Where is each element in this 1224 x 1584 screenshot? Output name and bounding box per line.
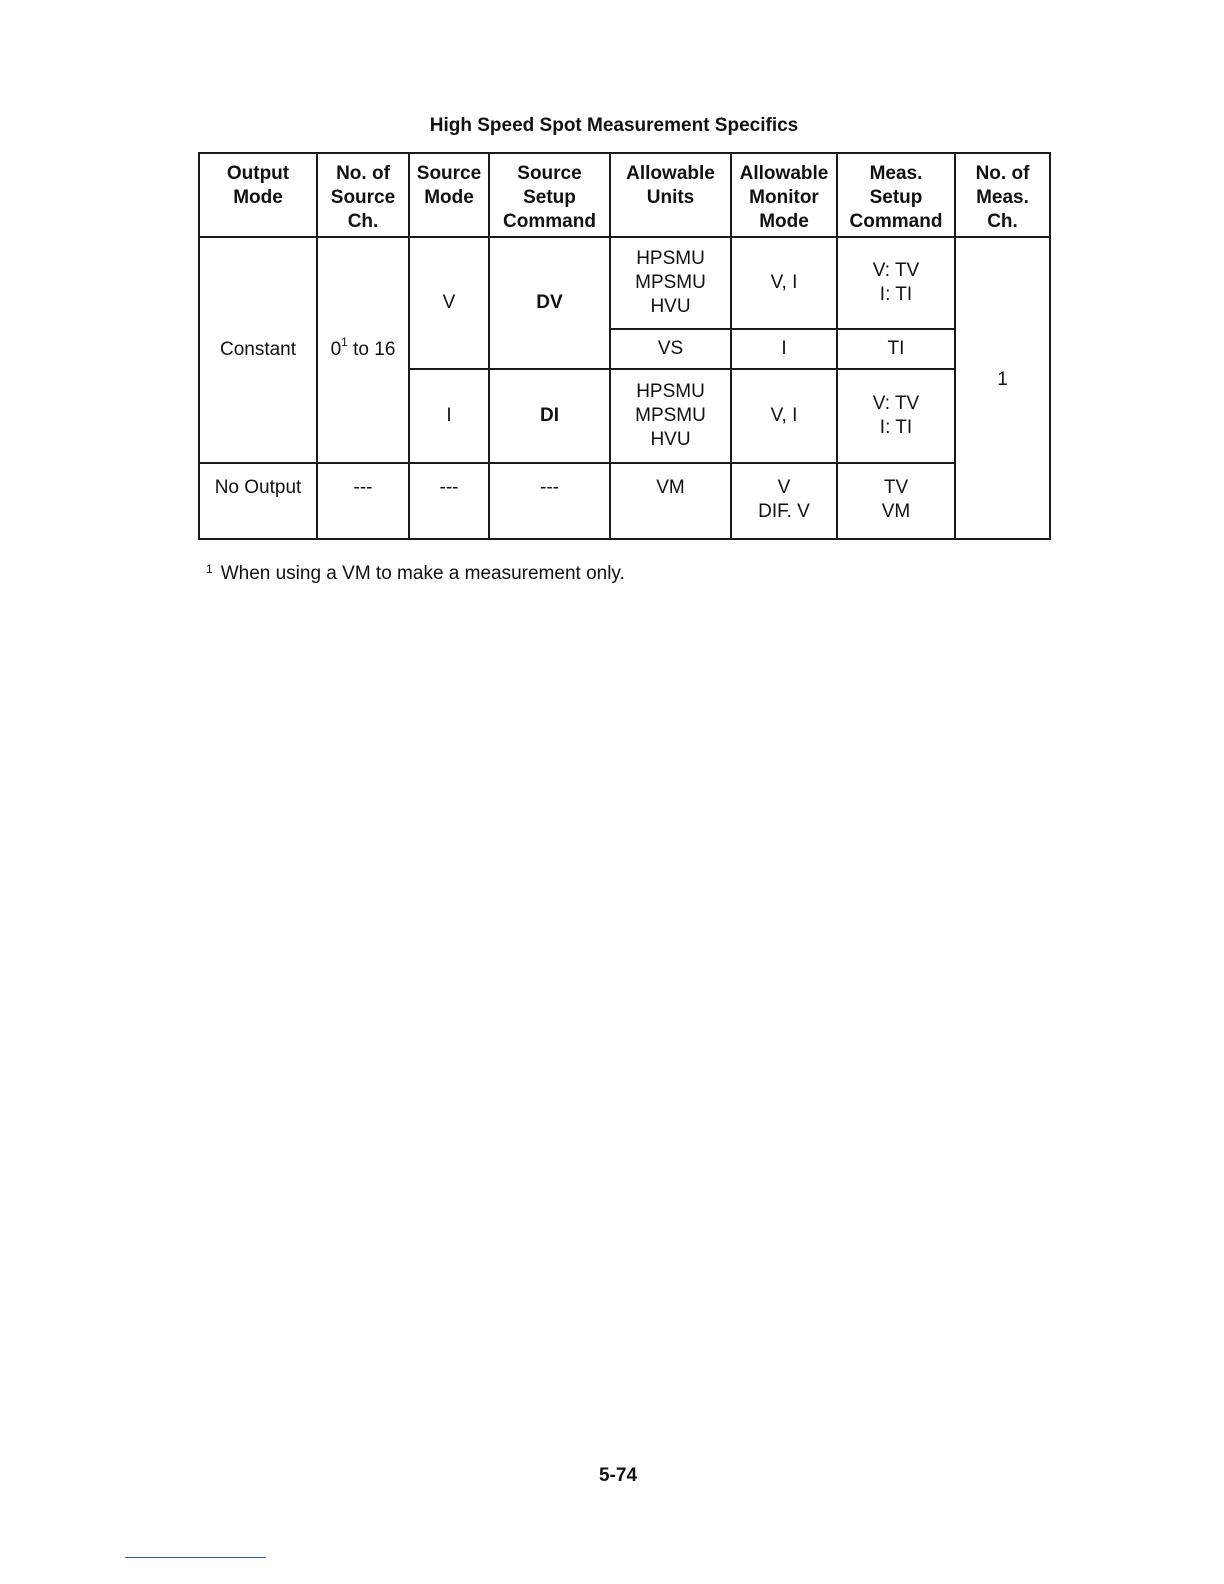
no-output-setup-command: ---: [489, 463, 610, 539]
bottom-rule: [125, 1557, 266, 1558]
output-mode-no-output: No Output: [199, 463, 317, 539]
meas-setup-i: V: TV I: TI: [837, 369, 955, 463]
source-ch-range: $0^1$ to 16: [317, 237, 409, 463]
table-row: [199, 237, 1050, 329]
page-number: 5-74: [598, 1465, 638, 1486]
no-output-source-mode: ---: [409, 463, 489, 539]
header-source-mode: Source Mode: [409, 153, 489, 237]
units-v: HPSMU MPSMU HVU: [610, 237, 731, 329]
footnote-ref: 1: [341, 334, 348, 349]
no-output-source-ch: ---: [317, 463, 409, 539]
footnote-text: When using a VM to make a measurement only.: [220, 563, 625, 584]
monitor-mode-i: V, I: [731, 369, 837, 463]
header-source-setup-command: Source Setup Command: [489, 153, 610, 237]
no-output-monitor-mode: V DIF. V: [731, 463, 837, 539]
no-output-units: VM: [610, 463, 731, 539]
no-output-meas-setup: TV VM: [837, 463, 955, 539]
header-row: [199, 153, 1050, 237]
spec-table: [198, 152, 1051, 540]
source-mode-i: I: [409, 369, 489, 463]
header-no-source-ch: No. of Source Ch.: [317, 153, 409, 237]
table-row: [199, 463, 1050, 539]
header-meas-setup-command: Meas. Setup Command: [837, 153, 955, 237]
header-allowable-monitor-mode: Allowable Monitor Mode: [731, 153, 837, 237]
units-vs: VS: [610, 329, 731, 369]
header-allowable-units: Allowable Units: [610, 153, 731, 237]
no-meas-ch-value: 1: [955, 237, 1050, 539]
meas-setup-v: V: TV I: TI: [837, 237, 955, 329]
meas-setup-vs: TI: [837, 329, 955, 369]
setup-command-di: DI: [489, 369, 610, 463]
source-mode-v: V: [409, 237, 489, 369]
setup-command-dv: DV: [489, 237, 610, 369]
monitor-mode-v: V, I: [731, 237, 837, 329]
header-output-mode: Output Mode: [199, 153, 317, 237]
header-no-meas-ch: No. of Meas. Ch.: [955, 153, 1050, 237]
footnote-mark: 1: [206, 562, 213, 576]
monitor-mode-vs: I: [731, 329, 837, 369]
output-mode-constant: Constant: [199, 237, 317, 463]
units-i: HPSMU MPSMU HVU: [610, 369, 731, 463]
footnote: [206, 563, 625, 585]
table-title: High Speed Spot Measurement Specifics: [429, 115, 799, 136]
